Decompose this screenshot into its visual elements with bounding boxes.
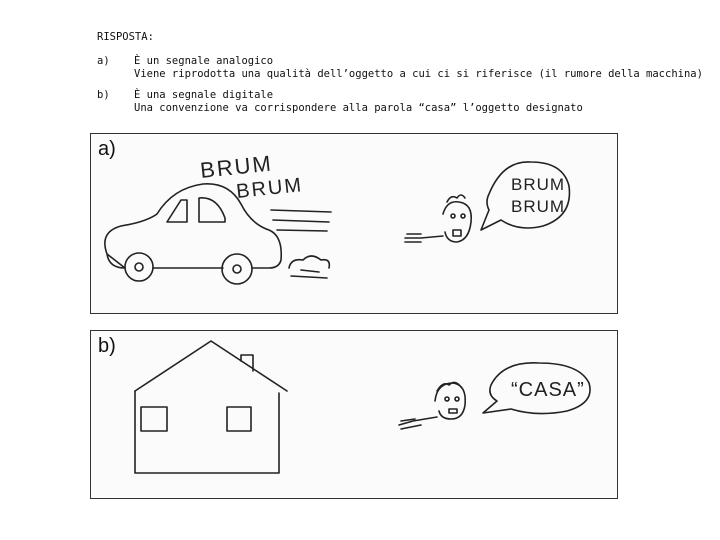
house-window-left: [141, 407, 167, 431]
car-wheel-rear: [222, 254, 252, 284]
house-window-right: [227, 407, 251, 431]
answer-a-line2: Viene riprodotta una qualità dell’oggetto a cui ci si riferisce (il rumore della macchina): [134, 68, 703, 80]
panel-b-label: b): [98, 335, 116, 357]
exhaust-cloud: [289, 256, 329, 278]
illustration-panel-a: [90, 133, 618, 314]
bubble-a-text-1: BRUM: [511, 175, 566, 194]
answer-a-marker: a): [97, 55, 110, 67]
bubble-b-text: “CASA”: [511, 379, 585, 401]
speed-lines: [271, 210, 331, 231]
answer-heading: RISPOSTA:: [97, 31, 154, 43]
sound-text-1: BRUM: [198, 150, 274, 183]
car-sketch-svg: [91, 134, 619, 315]
house-roof: [135, 341, 287, 391]
car-window-rear: [199, 198, 225, 222]
house-sketch-svg: [91, 331, 619, 500]
answer-b-line1: È una segnale digitale: [134, 89, 274, 101]
house-chimney: [241, 355, 253, 371]
speech-bubble-a: [481, 162, 569, 230]
house-walls: [135, 391, 279, 473]
person-b-pointing-arm: [399, 417, 437, 429]
bubble-a-text-2: BRUM: [511, 197, 566, 216]
panel-a-label: a): [98, 138, 116, 160]
car-window-front: [167, 200, 187, 222]
person-a-pointing-arm: [405, 234, 443, 242]
answer-b-line2: Una convenzione va corrispondere alla parola “casa” l’oggetto designato: [134, 102, 583, 114]
car-wheel-front: [125, 253, 153, 281]
sound-text-2: BRUM: [235, 174, 305, 203]
answer-a-line1: È un segnale analogico: [134, 55, 274, 67]
illustration-panel-b: [90, 330, 618, 499]
answer-b-marker: b): [97, 89, 110, 101]
